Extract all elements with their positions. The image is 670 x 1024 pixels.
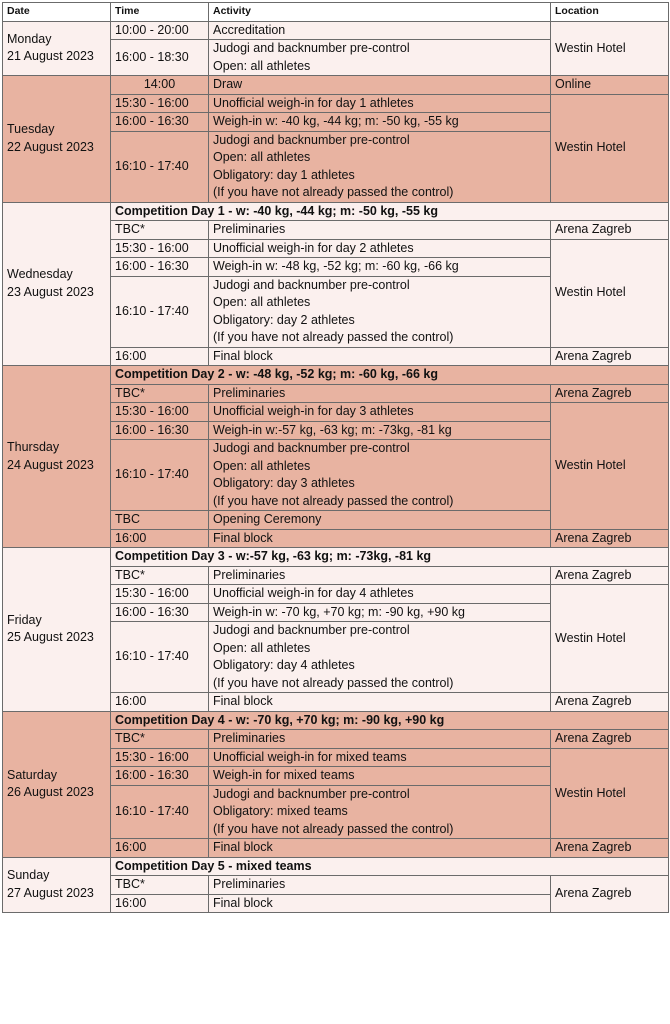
activity-line: Preliminaries bbox=[213, 222, 286, 236]
time-cell: 15:30 - 16:00 bbox=[111, 585, 209, 604]
day-date-cell bbox=[3, 21, 111, 76]
competition-day-heading: Competition Day 3 - w:-57 kg, -63 kg; m: -73kg, -81 kg bbox=[111, 548, 669, 567]
activity-line: Obligatory: day 4 athletes bbox=[213, 658, 355, 672]
activity-line: (If you have not already passed the control) bbox=[213, 675, 454, 690]
competition-day-row bbox=[3, 202, 669, 221]
activity-column-header: Activity bbox=[209, 3, 551, 22]
location-column-header: Location bbox=[551, 3, 669, 22]
activity-cell bbox=[209, 40, 551, 76]
time-cell: 16:00 bbox=[111, 693, 209, 712]
time-cell: 15:30 - 16:00 bbox=[111, 403, 209, 422]
competition-day-heading: Competition Day 4 - w: -70 kg, +70 kg; m: -90 kg, +90 kg bbox=[111, 711, 669, 730]
activity-line: Weigh-in w: -48 kg, -52 kg; m: -60 kg, -66 kg bbox=[213, 259, 459, 273]
activity-cell bbox=[209, 585, 551, 604]
activity-cell bbox=[209, 511, 551, 530]
activity-line: Preliminaries bbox=[213, 731, 286, 745]
activity-cell bbox=[209, 131, 551, 202]
activity-cell bbox=[209, 113, 551, 132]
time-cell: 16:00 bbox=[111, 529, 209, 548]
time-cell: 16:00 - 16:30 bbox=[111, 421, 209, 440]
date-label: 25 August 2023 bbox=[7, 630, 94, 645]
day-date-cell bbox=[3, 857, 111, 913]
date-label: 21 August 2023 bbox=[7, 49, 94, 64]
time-cell: 14:00 bbox=[111, 76, 209, 95]
time-cell: TBC bbox=[111, 511, 209, 530]
activity-cell bbox=[209, 384, 551, 403]
activity-line: Judogi and backnumber pre-control bbox=[213, 277, 410, 292]
header-row bbox=[3, 3, 669, 22]
activity-cell bbox=[209, 622, 551, 693]
date-column-header: Date bbox=[3, 3, 111, 22]
time-cell: TBC* bbox=[111, 384, 209, 403]
activity-line: Obligatory: mixed teams bbox=[213, 804, 348, 818]
time-cell: 16:10 - 17:40 bbox=[111, 131, 209, 202]
activity-cell bbox=[209, 347, 551, 366]
time-cell: 16:00 - 16:30 bbox=[111, 113, 209, 132]
competition-day-row bbox=[3, 366, 669, 385]
activity-line: Accreditation bbox=[213, 22, 286, 37]
schedule-table bbox=[2, 2, 669, 913]
activity-cell bbox=[209, 239, 551, 258]
activity-line: Obligatory: day 2 athletes bbox=[213, 312, 355, 327]
time-cell: 15:30 - 16:00 bbox=[111, 239, 209, 258]
time-cell: 16:10 - 17:40 bbox=[111, 440, 209, 511]
time-cell: 15:30 - 16:00 bbox=[111, 748, 209, 767]
activity-line: Judogi and backnumber pre-control bbox=[213, 441, 410, 455]
activity-cell bbox=[209, 403, 551, 422]
activity-cell bbox=[209, 693, 551, 712]
activity-line: Final block bbox=[213, 348, 273, 363]
activity-line: Preliminaries bbox=[213, 567, 286, 582]
weekday-label: Monday bbox=[7, 31, 52, 46]
activity-line: Weigh-in w:-57 kg, -63 kg; m: -73kg, -81 kg bbox=[213, 422, 452, 437]
date-label: 23 August 2023 bbox=[7, 284, 94, 299]
schedule-row bbox=[3, 76, 669, 95]
time-cell: TBC* bbox=[111, 221, 209, 240]
activity-line: Draw bbox=[213, 77, 243, 91]
location-cell: Westin Hotel bbox=[551, 748, 669, 839]
activity-line: (If you have not already passed the control) bbox=[213, 821, 454, 836]
time-cell: 16:00 - 16:30 bbox=[111, 767, 209, 786]
date-label: 24 August 2023 bbox=[7, 457, 94, 472]
location-cell: Westin Hotel bbox=[551, 585, 669, 693]
time-cell: 16:00 - 18:30 bbox=[111, 40, 209, 76]
activity-line: Weigh-in w: -70 kg, +70 kg; m: -90 kg, +90 kg bbox=[213, 604, 465, 619]
competition-day-row bbox=[3, 857, 669, 876]
time-cell: TBC* bbox=[111, 876, 209, 895]
location-cell: Arena Zagreb bbox=[551, 839, 669, 858]
activity-cell bbox=[209, 730, 551, 749]
location-cell: Arena Zagreb bbox=[551, 730, 669, 749]
weekday-label: Thursday bbox=[7, 440, 60, 454]
date-label: 22 August 2023 bbox=[7, 139, 94, 154]
location-cell: Westin Hotel bbox=[551, 21, 669, 76]
activity-cell bbox=[209, 258, 551, 277]
competition-day-row bbox=[3, 711, 669, 730]
activity-cell bbox=[209, 876, 551, 895]
schedule-body bbox=[3, 21, 669, 913]
time-cell: 10:00 - 20:00 bbox=[111, 21, 209, 40]
activity-line: Preliminaries bbox=[213, 877, 286, 891]
activity-line: (If you have not already passed the control) bbox=[213, 493, 454, 508]
time-cell: 16:10 - 17:40 bbox=[111, 622, 209, 693]
activity-cell bbox=[209, 767, 551, 786]
activity-cell bbox=[209, 94, 551, 113]
activity-line: Judogi and backnumber pre-control bbox=[213, 786, 410, 801]
location-cell: Arena Zagreb bbox=[551, 529, 669, 548]
location-cell: Online bbox=[551, 76, 669, 95]
activity-line: (If you have not already passed the control) bbox=[213, 185, 454, 199]
day-date-cell bbox=[3, 202, 111, 366]
activity-line: Judogi and backnumber pre-control bbox=[213, 623, 410, 637]
location-cell: Arena Zagreb bbox=[551, 221, 669, 240]
activity-line: Weigh-in for mixed teams bbox=[213, 768, 355, 782]
date-label: 26 August 2023 bbox=[7, 785, 94, 799]
activity-cell bbox=[209, 748, 551, 767]
activity-line: Judogi and backnumber pre-control bbox=[213, 41, 410, 55]
location-cell: Arena Zagreb bbox=[551, 566, 669, 585]
time-cell: 16:10 - 17:40 bbox=[111, 785, 209, 839]
location-cell: Arena Zagreb bbox=[551, 693, 669, 712]
activity-line: Open: all athletes bbox=[213, 640, 311, 655]
activity-line: Final block bbox=[213, 530, 273, 545]
activity-line: Final block bbox=[213, 840, 273, 854]
activity-cell bbox=[209, 440, 551, 511]
day-date-cell bbox=[3, 711, 111, 857]
activity-line: Weigh-in w: -40 kg, -44 kg; m: -50 kg, -55 kg bbox=[213, 114, 459, 128]
activity-line: Unofficial weigh-in for mixed teams bbox=[213, 749, 407, 764]
location-cell: Arena Zagreb bbox=[551, 384, 669, 403]
activity-line: Judogi and backnumber pre-control bbox=[213, 132, 410, 147]
activity-line: Open: all athletes bbox=[213, 295, 311, 309]
activity-cell bbox=[209, 276, 551, 347]
activity-line: Final block bbox=[213, 694, 273, 708]
weekday-label: Friday bbox=[7, 612, 42, 627]
competition-day-heading: Competition Day 1 - w: -40 kg, -44 kg; m: -50 kg, -55 kg bbox=[111, 202, 669, 221]
day-date-cell bbox=[3, 548, 111, 712]
activity-cell bbox=[209, 603, 551, 622]
activity-line: Open: all athletes bbox=[213, 458, 311, 473]
activity-cell bbox=[209, 894, 551, 913]
time-cell: 16:10 - 17:40 bbox=[111, 276, 209, 347]
activity-line: Open: all athletes bbox=[213, 150, 311, 164]
activity-cell bbox=[209, 76, 551, 95]
activity-line: Unofficial weigh-in for day 1 athletes bbox=[213, 95, 414, 110]
weekday-label: Wednesday bbox=[7, 267, 73, 282]
weekday-label: Sunday bbox=[7, 868, 50, 883]
time-cell: 16:00 bbox=[111, 894, 209, 913]
location-cell: Arena Zagreb bbox=[551, 876, 669, 913]
activity-line: Unofficial weigh-in for day 2 athletes bbox=[213, 240, 414, 255]
activity-line: Preliminaries bbox=[213, 385, 286, 400]
activity-cell bbox=[209, 839, 551, 858]
activity-line: Unofficial weigh-in for day 4 athletes bbox=[213, 586, 414, 600]
activity-line: Obligatory: day 3 athletes bbox=[213, 476, 355, 490]
time-cell: 16:00 - 16:30 bbox=[111, 603, 209, 622]
time-cell: 15:30 - 16:00 bbox=[111, 94, 209, 113]
competition-day-heading: Competition Day 5 - mixed teams bbox=[111, 857, 669, 876]
time-cell: 16:00 bbox=[111, 347, 209, 366]
weekday-label: Tuesday bbox=[7, 122, 55, 137]
time-column-header: Time bbox=[111, 3, 209, 22]
activity-line: Opening Ceremony bbox=[213, 512, 322, 526]
date-label: 27 August 2023 bbox=[7, 885, 94, 900]
activity-cell bbox=[209, 566, 551, 585]
time-cell: TBC* bbox=[111, 730, 209, 749]
schedule-row bbox=[3, 21, 669, 40]
activity-cell bbox=[209, 21, 551, 40]
activity-line: Final block bbox=[213, 895, 273, 910]
activity-cell bbox=[209, 785, 551, 839]
weekday-label: Saturday bbox=[7, 767, 58, 782]
day-date-cell bbox=[3, 76, 111, 203]
location-cell: Arena Zagreb bbox=[551, 347, 669, 366]
time-cell: 16:00 - 16:30 bbox=[111, 258, 209, 277]
location-cell: Westin Hotel bbox=[551, 94, 669, 202]
activity-cell bbox=[209, 221, 551, 240]
activity-cell bbox=[209, 529, 551, 548]
time-cell: TBC* bbox=[111, 566, 209, 585]
activity-cell bbox=[209, 421, 551, 440]
competition-day-heading: Competition Day 2 - w: -48 kg, -52 kg; m: -60 kg, -66 kg bbox=[111, 366, 669, 385]
day-date-cell bbox=[3, 366, 111, 548]
location-cell: Westin Hotel bbox=[551, 403, 669, 530]
activity-line: Unofficial weigh-in for day 3 athletes bbox=[213, 404, 414, 418]
activity-line: (If you have not already passed the control) bbox=[213, 330, 454, 344]
location-cell: Westin Hotel bbox=[551, 239, 669, 347]
activity-line: Obligatory: day 1 athletes bbox=[213, 167, 355, 182]
time-cell: 16:00 bbox=[111, 839, 209, 858]
activity-line: Open: all athletes bbox=[213, 58, 311, 73]
competition-day-row bbox=[3, 548, 669, 567]
